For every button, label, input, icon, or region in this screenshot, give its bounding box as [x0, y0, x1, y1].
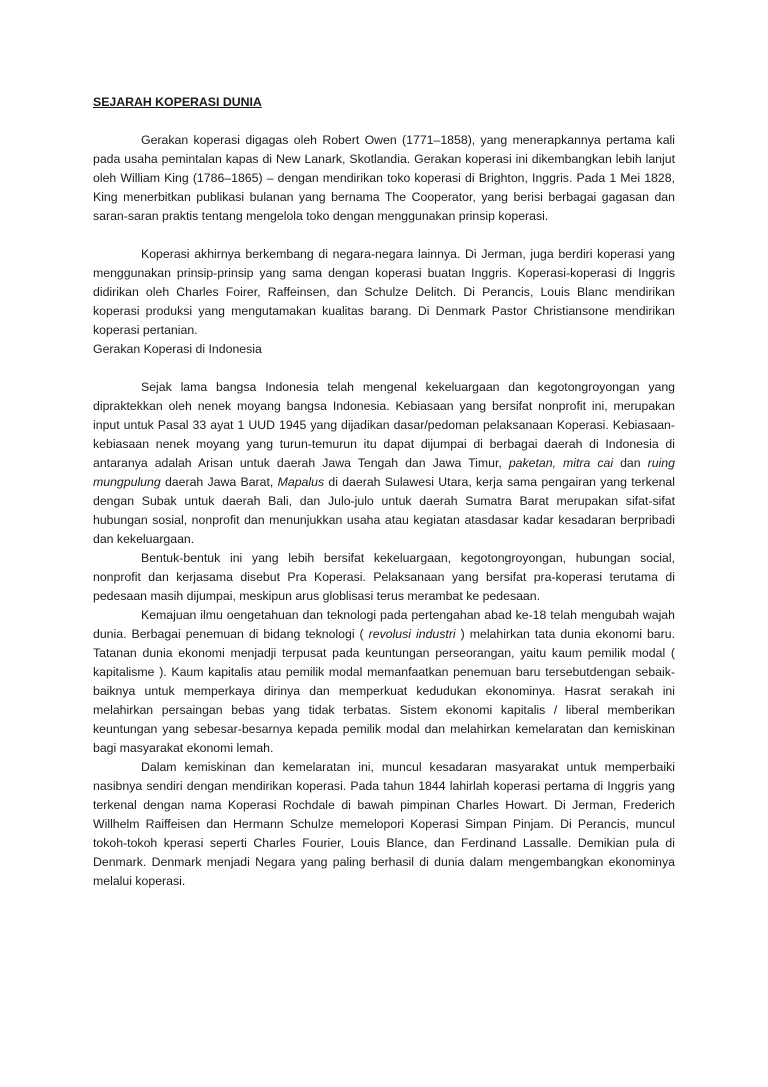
document-page [93, 93, 675, 891]
paragraph-kekeluargaan [93, 378, 675, 549]
subheading-gerakan-koperasi-indonesia: Gerakan Koperasi di Indonesia [93, 342, 262, 356]
italic-text: revolusi industri [368, 627, 456, 641]
paragraph-kesadaran-masyarakat: Dalam kemiskinan dan kemelaratan ini, muncul kesadaran masyarakat untuk memperbaiki nasibnya sendiri dengan mendirikan koperasi. Pada tahun 1844 lahirlah koperasi pertama di Inggris yang terkenal dengan nama Koperasi Rochdale di bawah pimpinan Charles Howart. Di Jerman, Frederich Willhelm Raiffeisen dan Hermann Schulze memelopori Koperasi Simpan Pinjam. Di Perancis, muncul tokoh-tokoh kperasi seperti Charles Fourier, Louis Blance, dan Ferdinand Lassalle. Demikian pula di Denmark. Denmark menjadi Negara yang paling berhasil di dunia dalam mengembangkan ekonominya melalui koperasi. [93, 760, 675, 888]
paragraph-spacer [93, 226, 675, 245]
text-segment: ) melahirkan tata dunia ekonomi baru. Tatanan dunia ekonomi menjadji terpusat pada keuntungan perseorangan, yaitu kaum pemilik modal ( kapitalisme ). Kaum kapitalis atau pemilik modal memanfaatkan penemuan baru tersebutdengan sebaik-baiknya untuk memperkaya dirinya dan memperkuat kedudukan ekonominya. Hasrat serakah ini melahirkan persaingan bebas yang tidak terbatas. Sistem ekonomi kapitalis / liberal memberikan keuntungan yang sebesar-besarnya kepada pemilik modal dan melahirkan kemelaratan dan kemiskinan bagi masyarakat ekonomi lemah. [93, 627, 675, 755]
text-segment: Sejak lama bangsa Indonesia telah mengenal kekeluargaan dan kegotongroyongan yang dipraktekkan oleh nenek moyang bangsa Indonesia. Kebiasaan yang bersifat nonprofit ini, merupakan input untuk Pasal 33 ayat 1 UUD 1945 yang dijadikan dasar/pedoman pelaksanaan Koperasi. Kebiasaan-kebiasaan nenek moyang yang turun-temurun itu dapat dijumpai di berbagai daerah di Indonesia di antaranya adalah Arisan untuk daerah Jawa Tengah dan Jawa Timur, [93, 380, 675, 470]
italic-text: Mapalus [277, 475, 325, 489]
text-segment: Kemajuan ilmu oengetahuan dan teknologi pada pertengahan abad ke-18 telah mengubah wajah dunia. Berbagai penemuan di bidang teknologi ( [93, 608, 675, 641]
paragraph-kemajuan-teknologi [93, 606, 675, 758]
paragraph-koperasi-berkembang: Koperasi akhirnya berkembang di negara-negara lainnya. Di Jerman, juga berdiri koperasi yang menggunakan prinsip-prinsip yang sama dengan koperasi buatan Inggris. Koperasi-koperasi di Inggris didirikan oleh Charles Foirer, Raffeinsen, dan Schulze Delitch. Di Perancis, Louis Blanc mendirikan koperasi produksi yang mengutamakan kualitas barang. Di Denmark Pastor Christiansone mendirikan koperasi pertanian. [93, 247, 675, 337]
paragraph-spacer [93, 359, 675, 378]
text-segment: dan [613, 456, 648, 470]
paragraph-pra-koperasi: Bentuk-bentuk ini yang lebih bersifat kekeluargaan, kegotongroyongan, hubungan social, nonprofit dan kerjasama disebut Pra Koperasi. Pelaksanaan yang bersifat pra-koperasi terutama di pedesaan masih dijumpai, meskipun arus globlisasi terus merambat ke pedesaan. [93, 551, 675, 603]
italic-text: paketan, mitra cai [508, 456, 614, 470]
paragraph-robert-owen: Gerakan koperasi digagas oleh Robert Owen (1771–1858), yang menerapkannya pertama kali pada usaha pemintalan kapas di New Lanark, Skotlandia. Gerakan koperasi ini dikembangkan lebih lanjut oleh William King (1786–1865) – dengan mendirikan toko koperasi di Brighton, Inggris. Pada 1 Mei 1828, King menerbitkan publikasi bulanan yang bernama The Cooperator, yang berisi berbagai gagasan dan saran-saran praktis tentang mengelola toko dengan menggunakan prinsip koperasi. [93, 133, 675, 223]
text-segment: daerah Jawa Barat, [160, 475, 278, 489]
document-title: SEJARAH KOPERASI DUNIA [93, 95, 262, 109]
italic-text: ruing mungpulung [93, 456, 675, 489]
text-segment: di daerah Sulawesi Utara, kerja sama pengairan yang terkenal dengan Subak untuk daerah Bali, dan Julo-julo untuk daerah Sumatra Barat merupakan sifat-sifat hubungan sosial, nonprofit dan menunjukkan usaha atau kegiatan atasdasar kadar kesadaran berpribadi dan kekeluargaan. [93, 475, 675, 546]
